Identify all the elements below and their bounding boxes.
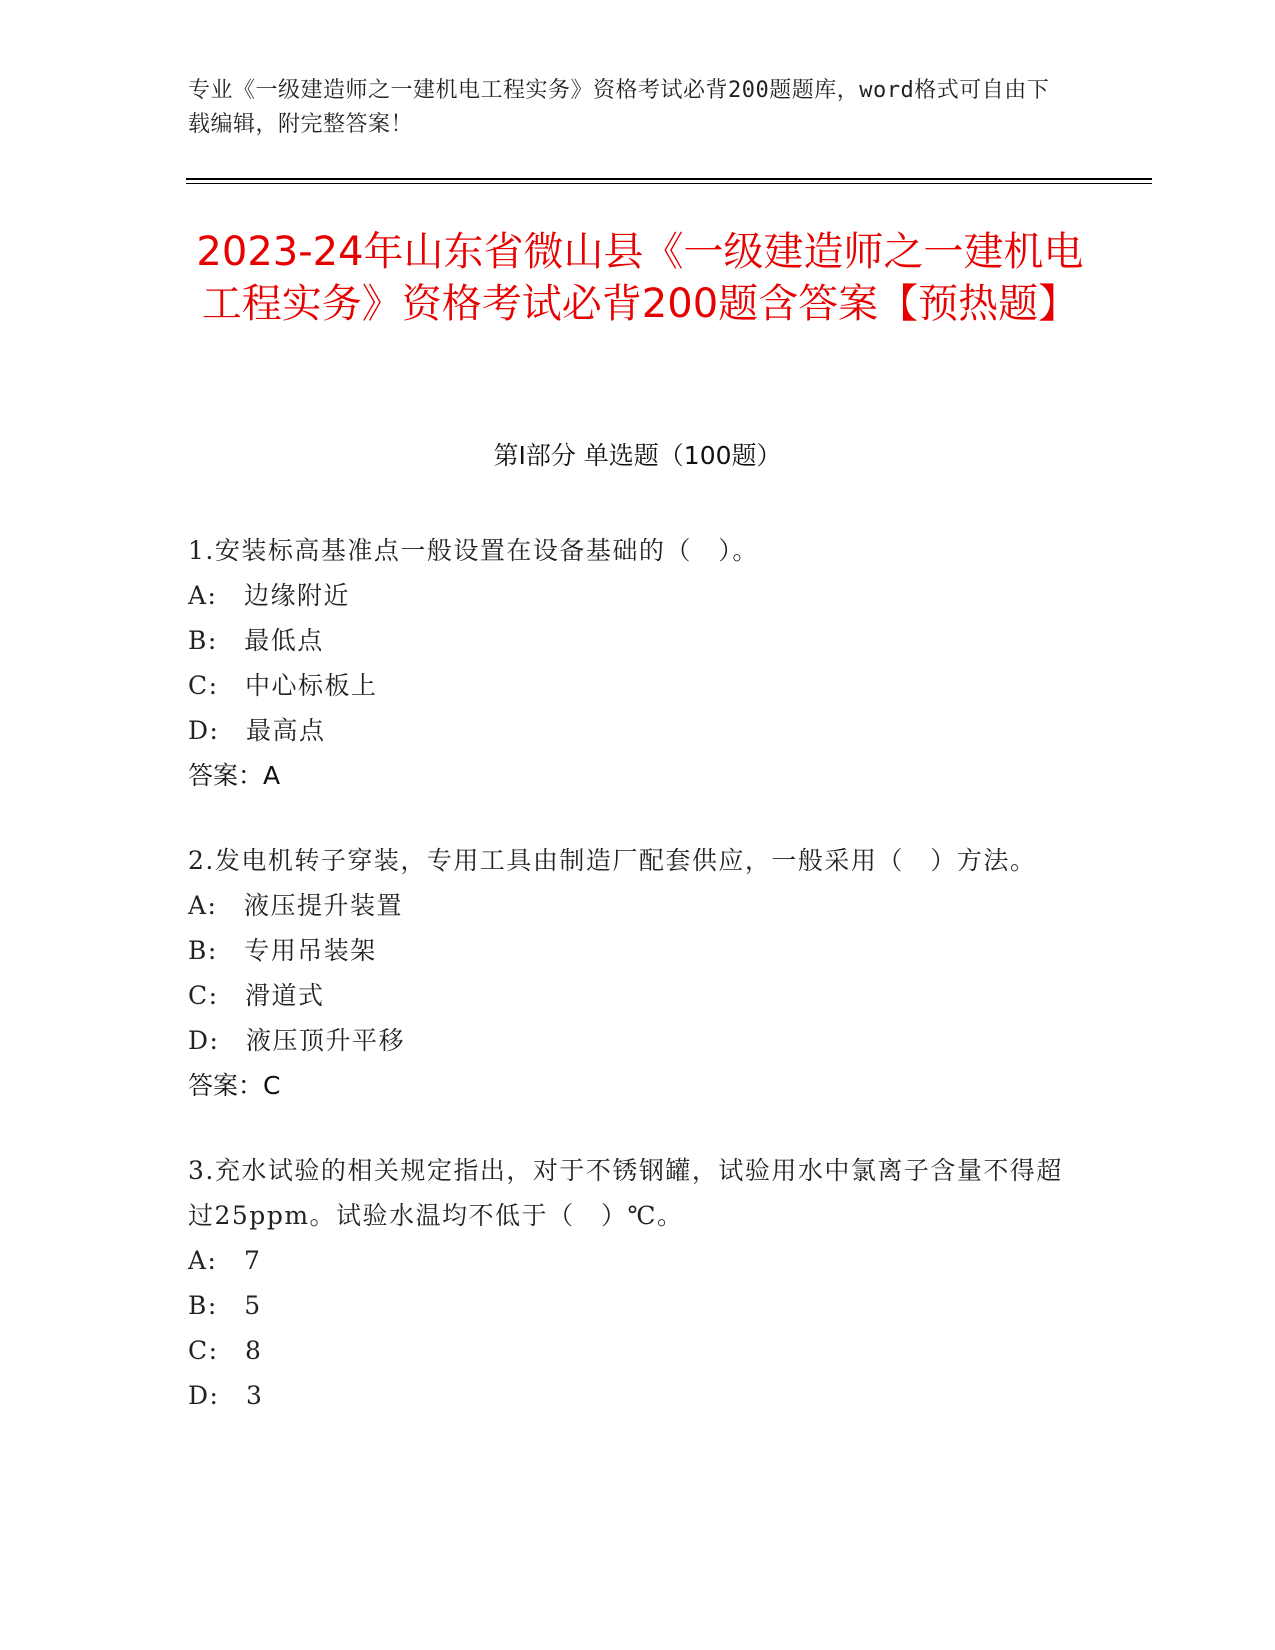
section-heading: 第Ⅰ部分 单选题（100题） — [493, 441, 782, 470]
answer-line: 答案：C — [188, 1071, 281, 1100]
option-b: B: 专用吊装架 — [188, 936, 377, 965]
option-b: B: 5 — [188, 1291, 262, 1320]
question-item — [188, 1148, 1068, 1418]
option-a: A: 7 — [188, 1246, 262, 1275]
option-c: C: 8 — [188, 1336, 263, 1365]
answer-line: 答案：A — [188, 761, 281, 790]
question-list — [188, 528, 1068, 1458]
option-d: D: 最高点 — [188, 716, 326, 745]
option-b: B: 最低点 — [188, 626, 324, 655]
question-stem: 2.发电机转子穿装，专用工具由制造厂配套供应，一般采用（ ）方法。 — [188, 846, 1037, 875]
question-stem: 1.安装标高基准点一般设置在设备基础的（ ）。 — [188, 536, 759, 565]
option-c: C: 中心标板上 — [188, 671, 378, 700]
option-d: D: 液压顶升平移 — [188, 1026, 405, 1055]
option-c: C: 滑道式 — [188, 981, 325, 1010]
option-a: A: 液压提升装置 — [188, 891, 403, 920]
header-divider-thick — [186, 178, 1152, 180]
header-divider-thin — [186, 183, 1152, 184]
question-item — [188, 528, 1068, 798]
option-a: A: 边缘附近 — [188, 581, 350, 610]
question-item — [188, 838, 1068, 1108]
question-stem: 3.充水试验的相关规定指出，对于不锈钢罐，试验用水中氯离子含量不得超过25ppm。试验水温均不低于（ ）℃。 — [188, 1156, 1063, 1230]
header-note: 专业《一级建造师之一建机电工程实务》资格考试必背200题题库，word格式可自由下载编辑，附完整答案！ — [188, 78, 1050, 137]
document-title: 2023-24年山东省微山县《一级建造师之一建机电工程实务》资格考试必背200题含答案【预热题】 — [196, 229, 1084, 327]
option-d: D: 3 — [188, 1381, 264, 1410]
